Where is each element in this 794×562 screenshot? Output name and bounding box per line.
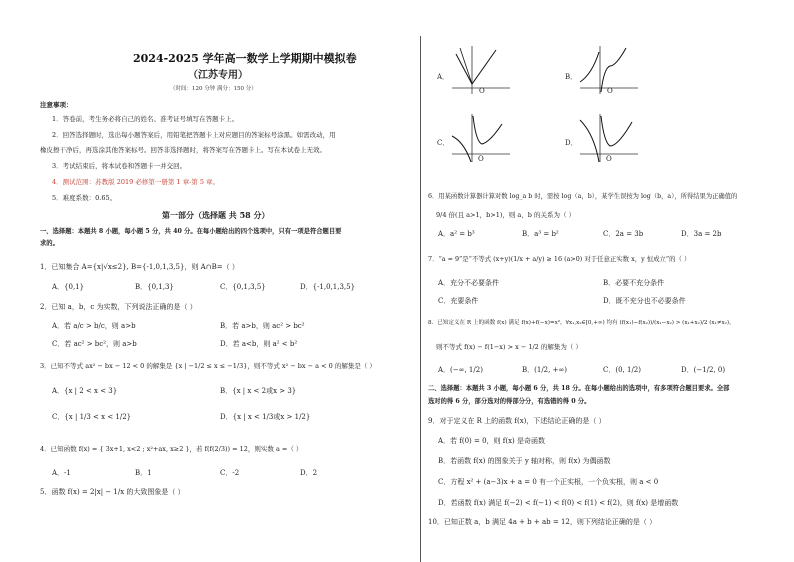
column-divider bbox=[420, 36, 421, 562]
q3-option-b: B．{x | x < 2或x > 3} bbox=[220, 387, 297, 395]
note-2a: 2．回答选择题时，选出每小题答案后，用铅笔把答题卡上对应题目的答案标号涂黑。如需改动，用 bbox=[52, 131, 336, 139]
q4-stem: 4．已知函数 f(x) = { 3x+1, x<2 ; x²+ax, x≥2 }，若 f(f(2/3)) = 12，则实数 a =（ ） bbox=[40, 445, 303, 453]
q4-option-c: C．-2 bbox=[220, 469, 240, 477]
q2-option-a: A．若 a/c > b/c，则 a>b bbox=[52, 322, 136, 330]
part1-intro: 一、选择题：本题共 8 小题，每小题 5 分，共 40 分。在每小题给出的四个选项中，只有一项是符合题目要 bbox=[40, 228, 342, 235]
q3-option-a: A．{x | 2 < x < 3} bbox=[52, 387, 118, 395]
q9-option-c: C．方程 x² + (a−3)x + a = 0 有一个正实根，一个负实根，则 a < 0 bbox=[438, 478, 659, 486]
part2-intro-2: 选对的得 6 分，部分选对的得部分分，有选错的得 0 分。 bbox=[428, 398, 591, 405]
part2-intro: 二、选择题：本题共 3 小题，每小题 6 分，共 18 分。在每小题给出的选项中，有多项符合题目要求。全部 bbox=[428, 385, 730, 392]
q4-option-d: D．2 bbox=[300, 469, 318, 477]
q4-option-a: A．-1 bbox=[52, 469, 71, 477]
q2-option-c: C．若 ac² > bc²，则 a>b bbox=[52, 340, 137, 348]
q4-option-b: B．1 bbox=[135, 469, 152, 477]
q8-option-c: C．(0, 1/2) bbox=[603, 366, 641, 374]
q2-stem: 2．已知 a，b，c 为实数，下列说法正确的是（ ） bbox=[40, 303, 197, 311]
page-title: 2024-2025 学年高一数学上学期期中模拟卷 bbox=[133, 52, 357, 65]
q6-stem-1: 6．用某函数计算器计算对数 log_a b 时，需按 log（a，b），某学生误按为 log（b，a），所得结果为正确值的 bbox=[428, 193, 738, 200]
note-4-prefix: 4．测试范围： bbox=[52, 178, 96, 186]
note-1: 1．答卷前，考生务必将自己的姓名、准考证号填写在答题卡上。 bbox=[52, 115, 239, 123]
q2-option-b: B．若 a>b，则 ac² > bc² bbox=[220, 322, 305, 330]
q3-option-c: C．{x | 1/3 < x < 1/2} bbox=[52, 413, 132, 421]
q6-option-d: D．3a = 2b bbox=[681, 230, 722, 238]
q9-stem: 9．对于定义在 R 上的函数 f(x)，下述结论正确的是（ ） bbox=[428, 417, 606, 425]
note-4 bbox=[52, 177, 219, 186]
q6-option-c: C．2a = 3b bbox=[603, 230, 644, 238]
q1-option-c: C．{0,1,3,5} bbox=[220, 283, 266, 291]
q9-option-d: D．若函数 f(x) 满足 f(−2) < f(−1) < f(0) < f(1) < f(2)，则 f(x) 是增函数 bbox=[438, 499, 679, 507]
q10-stem: 10．已知正数 a，b 满足 4a + b + ab = 12，则下列结论正确的是（ ） bbox=[428, 518, 657, 526]
part1-heading: 第一部分（选择题 共 58 分） bbox=[162, 210, 270, 220]
q8-stem-1: 8．已知定义在 R 上的函数 f(x) 满足 f(x)+f(−x)=x²，∀x₁,x₂∈[0,+∞) 均有 (f(x₁)−f(x₂))/(x₁−x₂) > (x₁+x₂)/2 (x₁≠x₂)， bbox=[428, 320, 735, 326]
part1-intro-2: 求的。 bbox=[40, 240, 59, 247]
q8-option-d: D．(−1/2, 0) bbox=[681, 366, 726, 374]
graph-b-origin: O bbox=[607, 87, 613, 95]
q7-option-a: A．充分不必要条件 bbox=[438, 279, 500, 287]
note-5: 5．难度系数：0.65。 bbox=[52, 194, 117, 202]
q7-option-b: B．必要不充分条件 bbox=[603, 279, 665, 287]
q3-option-d: D．{x | x < 1/3或x > 1/2} bbox=[220, 413, 311, 421]
q5-stem: 5．函数 f(x) = 2|x| − 1/x 的大致图象是（ ） bbox=[40, 488, 185, 496]
graph-c-origin: O bbox=[478, 155, 484, 163]
q7-option-d: D．既不充分也不必要条件 bbox=[603, 297, 686, 305]
graph-a-origin: O bbox=[479, 87, 485, 95]
q2-option-d: D．若 a<b，则 a² < b² bbox=[220, 340, 298, 348]
notes-heading: 注意事项： bbox=[40, 101, 73, 109]
q8-option-a: A．(−∞, 1/2) bbox=[438, 366, 483, 374]
q9-option-a: A．若 f(0) = 0，则 f(x) 是奇函数 bbox=[438, 437, 546, 445]
q8-stem-2: 则不等式 f(x) − f(1−x) > x − 1/2 的解集为（ ） bbox=[436, 343, 582, 351]
graph-a-label: A． bbox=[437, 73, 450, 81]
q1-option-d: D．{-1,0,1,3,5} bbox=[300, 283, 356, 291]
q1-option-b: B．{0,1,3} bbox=[135, 283, 174, 291]
page-subtitle: （江苏专用） bbox=[188, 70, 248, 81]
q1-option-a: A．{0,1} bbox=[52, 283, 85, 291]
q9-option-b: B．若函数 f(x) 的图象关于 y 轴对称，则 f(x) 为偶函数 bbox=[438, 457, 611, 465]
note-3: 3．考试结束后，将本试卷和答题卡一并交回。 bbox=[52, 162, 187, 170]
graph-c-label: C． bbox=[437, 139, 450, 147]
q7-stem: 7．“a = 9”是“不等式 (x+y)(1/x + a/y) ≥ 16 (a>0) 对于任意正实数 x，y 恒成立”的（ ） bbox=[428, 255, 691, 263]
q3-stem: 3．已知不等式 ax² − bx − 12 < 0 的解集是 {x | −1/2 ≤ x ≤ −1/3}，则不等式 x² − bx − a < 0 的解集是（ ） bbox=[40, 362, 376, 370]
note-4-scope: 苏教版 2019 必修第一册第 1 章-第 5 章。 bbox=[95, 178, 220, 186]
graph-d-origin: O bbox=[606, 155, 612, 163]
q6-option-a: A．a² = b³ bbox=[438, 230, 475, 238]
exam-meta: （时间：120 分钟 满分：150 分） bbox=[170, 86, 257, 92]
graph-d-label: D． bbox=[565, 139, 578, 147]
q7-option-c: C．充要条件 bbox=[438, 297, 479, 305]
q8-option-b: B．(1/2, +∞) bbox=[522, 366, 568, 374]
graph-b-label: B． bbox=[565, 73, 578, 81]
q6-option-b: B．a³ = b² bbox=[522, 230, 559, 238]
q1-stem: 1．已知集合 A={x|√x≤2}, B={-1,0,1,3,5}，则 A∩B=（ ） bbox=[40, 263, 239, 271]
q6-stem-2: 9/4 倍(且 a>1，b>1)，则 a，b 的关系为（ ） bbox=[436, 211, 576, 219]
note-2b: 橡皮擦干净后，再选涂其他答案标号。回答非选择题时，将答案写在答题卡上。写在本试卷上无效。 bbox=[40, 146, 326, 154]
